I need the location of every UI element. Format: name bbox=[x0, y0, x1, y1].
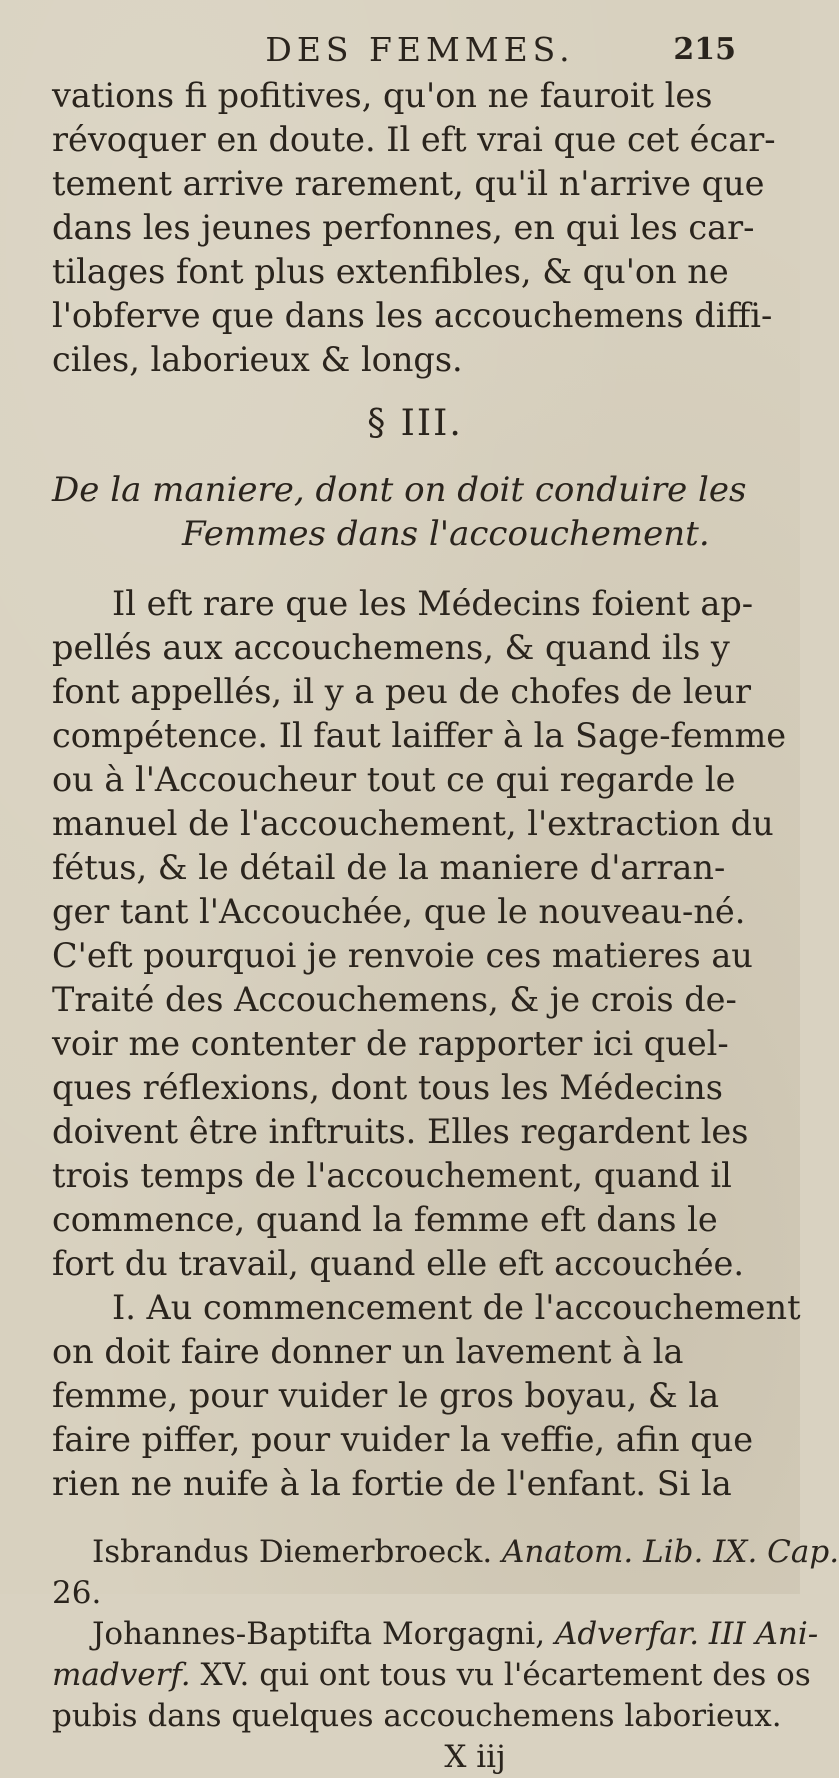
section-number: § III. bbox=[367, 403, 463, 444]
text-line: I. Au commencement de l'accouchement bbox=[112, 1288, 801, 1327]
footnote-work: Anatom. Lib. IX. Cap. bbox=[502, 1534, 839, 1570]
running-head-title: DES FEMMES. bbox=[265, 30, 575, 69]
footnotes bbox=[52, 1532, 839, 1737]
text-line: pellés aux accouchemens, & quand ils y bbox=[52, 628, 730, 667]
text-line: faire piffer, pour vuider la veffie, afin que bbox=[52, 1420, 754, 1459]
text-line: font appellés, il y a peu de chofes de leur bbox=[52, 672, 751, 711]
text-line: trois temps de l'accouchement, quand il bbox=[52, 1156, 732, 1195]
text-line: C'eft pourquoi je renvoie ces matieres au bbox=[52, 936, 753, 975]
text-line: on doit faire donner un lavement à la bbox=[52, 1332, 684, 1371]
text-line: Traité des Accouchemens, & je crois de- bbox=[52, 980, 737, 1019]
heading-line: Femmes dans l'accouchement. bbox=[182, 514, 710, 554]
running-head bbox=[52, 30, 778, 70]
footnote-author: Isbrandus Diemerbroeck. bbox=[92, 1534, 493, 1570]
footnote-text: XV. qui ont tous vu l'écartement des os bbox=[200, 1657, 811, 1693]
text-line: fétus, & le détail de la maniere d'arran- bbox=[52, 848, 726, 887]
footnote-line bbox=[52, 1614, 819, 1655]
paragraph-continued bbox=[52, 74, 778, 382]
text-line: vations fi pofitives, qu'on ne fauroit les bbox=[52, 76, 713, 115]
text-line: commence, quand la femme eft dans le bbox=[52, 1200, 718, 1239]
footnote-line bbox=[52, 1655, 811, 1696]
paragraph-numbered bbox=[52, 1286, 801, 1506]
text-line: tement arrive rarement, qu'il n'arrive que bbox=[52, 164, 765, 203]
text-line: manuel de l'accouchement, l'extraction du bbox=[52, 804, 774, 843]
text-line: femme, pour vuider le gros boyau, & la bbox=[52, 1376, 720, 1415]
text-line: ciles, laborieux & longs. bbox=[52, 340, 463, 379]
text-line: l'obferve que dans les accouchemens diffi- bbox=[52, 296, 773, 335]
footnote-author: Johannes-Baptifta Morgagni, bbox=[92, 1616, 546, 1652]
text-line: rien ne nuife à la fortie de l'enfant. Si la bbox=[52, 1464, 732, 1503]
paragraph-main bbox=[52, 582, 787, 1286]
text-line: ger tant l'Accouchée, que le nouveau-né. bbox=[52, 892, 746, 931]
footnote-work: madverf. bbox=[52, 1657, 191, 1693]
footnote-work: Adverfar. III Ani- bbox=[554, 1616, 819, 1652]
text-line: révoquer en doute. Il eft vrai que cet écar- bbox=[52, 120, 776, 159]
text-line: voir me contenter de rapporter ici quel- bbox=[52, 1024, 729, 1063]
footnote-line: pubis dans quelques accouchemens laborieux. bbox=[52, 1698, 782, 1734]
heading-line: De la maniere, dont on doit conduire les bbox=[52, 470, 747, 510]
text-line: fort du travail, quand elle eft accouchée. bbox=[52, 1244, 745, 1283]
footnote-line: 26. bbox=[52, 1575, 102, 1611]
text-line: dans les jeunes perfonnes, en qui les car- bbox=[52, 208, 755, 247]
section-heading bbox=[52, 468, 778, 556]
text-line: tilages font plus extenfibles, & qu'on ne bbox=[52, 252, 729, 291]
page-number: 215 bbox=[673, 32, 736, 67]
footnote-line bbox=[52, 1532, 839, 1573]
text-line: doivent être inftruits. Elles regardent les bbox=[52, 1112, 749, 1151]
text-line: compétence. Il faut laiffer à la Sage-femme bbox=[52, 716, 787, 755]
signature-mark: X iij bbox=[444, 1739, 506, 1775]
text-line: Il eft rare que les Médecins foient ap- bbox=[112, 584, 754, 623]
text-line: ou à l'Accoucheur tout ce qui regarde le bbox=[52, 760, 736, 799]
text-line: ques réflexions, dont tous les Médecins bbox=[52, 1068, 723, 1107]
